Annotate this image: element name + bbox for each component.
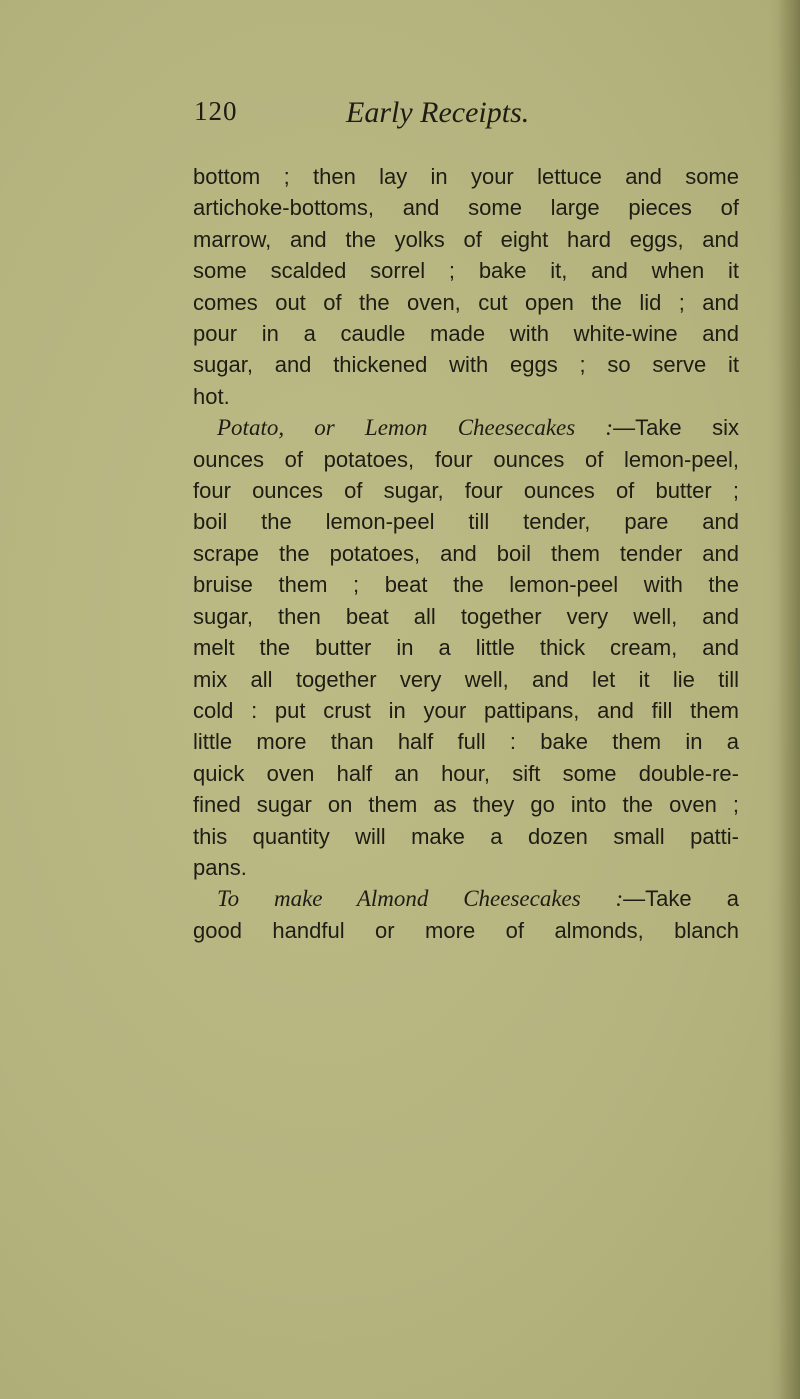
page-edge-shadow (778, 0, 800, 1399)
text-line: boil the lemon-peel till tender, pare and (193, 509, 739, 535)
text-line: hot. (193, 383, 230, 409)
recipe-heading-line (193, 412, 739, 443)
text-line: quick oven half an hour, sift some double-re- (193, 760, 739, 786)
text-line: marrow, and the yolks of eight hard eggs, and (193, 226, 739, 252)
text-line: comes out of the oven, cut open the lid ; and (193, 289, 739, 315)
text-line: fined sugar on them as they go into the oven ; (193, 792, 739, 818)
text-line: pour in a caudle made with white-wine and (193, 321, 739, 347)
text-line: some scalded sorrel ; bake it, and when it (193, 258, 739, 284)
text-line: scrape the potatoes, and boil them tender and (193, 540, 739, 566)
page-number: 120 (194, 96, 238, 126)
recipe-heading-line (193, 883, 739, 914)
recipe-intro-text: —Take six (613, 415, 739, 441)
body-text (193, 161, 739, 946)
text-line: bruise them ; beat the lemon-peel with the (193, 572, 739, 598)
recipe-intro-text: —Take a (623, 886, 739, 912)
text-line: sugar, then beat all together very well, and (193, 603, 739, 629)
recipe-title-almond: To make Almond Cheesecakes : (217, 886, 624, 912)
recipe-title-potato-lemon: Potato, or Lemon Cheesecakes : (217, 415, 614, 441)
text-line: mix all together very well, and let it lie till (193, 666, 739, 692)
text-line: bottom ; then lay in your lettuce and some (193, 164, 739, 189)
page-header (194, 96, 614, 140)
text-line: melt the butter in a little thick cream, and (193, 635, 739, 661)
text-line: little more than half full : bake them in a (193, 729, 739, 755)
text-line: ounces of potatoes, four ounces of lemon-peel, (193, 446, 739, 472)
text-line: sugar, and thickened with eggs ; so serve it (193, 352, 739, 378)
text-line: cold : put crust in your pattipans, and fill them (193, 697, 739, 723)
text-line: good handful or more of almonds, blanch (193, 917, 739, 943)
running-head: Early Receipts. (346, 96, 530, 129)
text-line: pans. (193, 854, 247, 880)
text-line: artichoke-bottoms, and some large pieces of (193, 195, 739, 221)
text-line: this quantity will make a dozen small patti- (193, 823, 739, 849)
text-line: four ounces of sugar, four ounces of butter ; (193, 478, 739, 504)
